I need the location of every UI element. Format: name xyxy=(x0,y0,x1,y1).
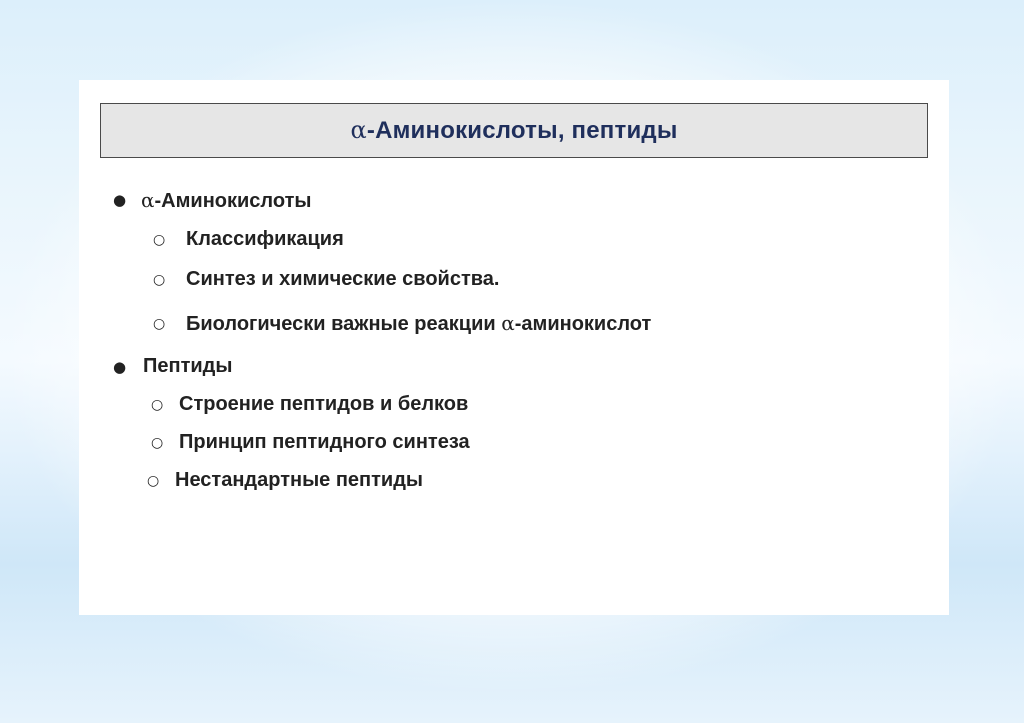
list-item-bio-reactions-suffix: -аминокислот xyxy=(514,313,652,335)
bullet-hollow: ○ xyxy=(153,232,166,248)
bullet-filled: ● xyxy=(113,191,127,209)
slide-content xyxy=(79,80,949,615)
section-aminoacids-label xyxy=(141,188,311,213)
bullet-hollow: ○ xyxy=(151,435,164,451)
alpha-symbol: α xyxy=(350,116,367,144)
bullet-filled: ● xyxy=(113,358,127,376)
alpha-symbol: α xyxy=(501,311,515,335)
list-item-synthesis: Синтез и химические свойства. xyxy=(186,268,500,290)
title-box xyxy=(100,103,928,158)
list-item-nonstandard: Нестандартные пептиды xyxy=(175,469,423,491)
list-item-synthesis-principle: Принцип пептидного синтеза xyxy=(179,431,470,453)
section-peptides-label: Пептиды xyxy=(143,355,233,377)
bullet-hollow: ○ xyxy=(151,397,164,413)
list-item-bio-reactions-text: Биологически важные реакции xyxy=(186,313,502,335)
list-item-bio-reactions xyxy=(186,311,651,336)
bullet-hollow: ○ xyxy=(147,473,160,489)
list-item-structure: Строение пептидов и белков xyxy=(179,393,469,415)
section-aminoacids-text: -Аминокислоты xyxy=(154,190,312,212)
alpha-symbol: α xyxy=(141,188,155,212)
slide-title-text: -Аминокислоты, пептиды xyxy=(366,117,678,144)
bullet-hollow: ○ xyxy=(153,316,166,332)
bullet-hollow: ○ xyxy=(153,272,166,288)
list-item-classification: Классификация xyxy=(186,228,344,250)
slide-title xyxy=(350,116,677,145)
